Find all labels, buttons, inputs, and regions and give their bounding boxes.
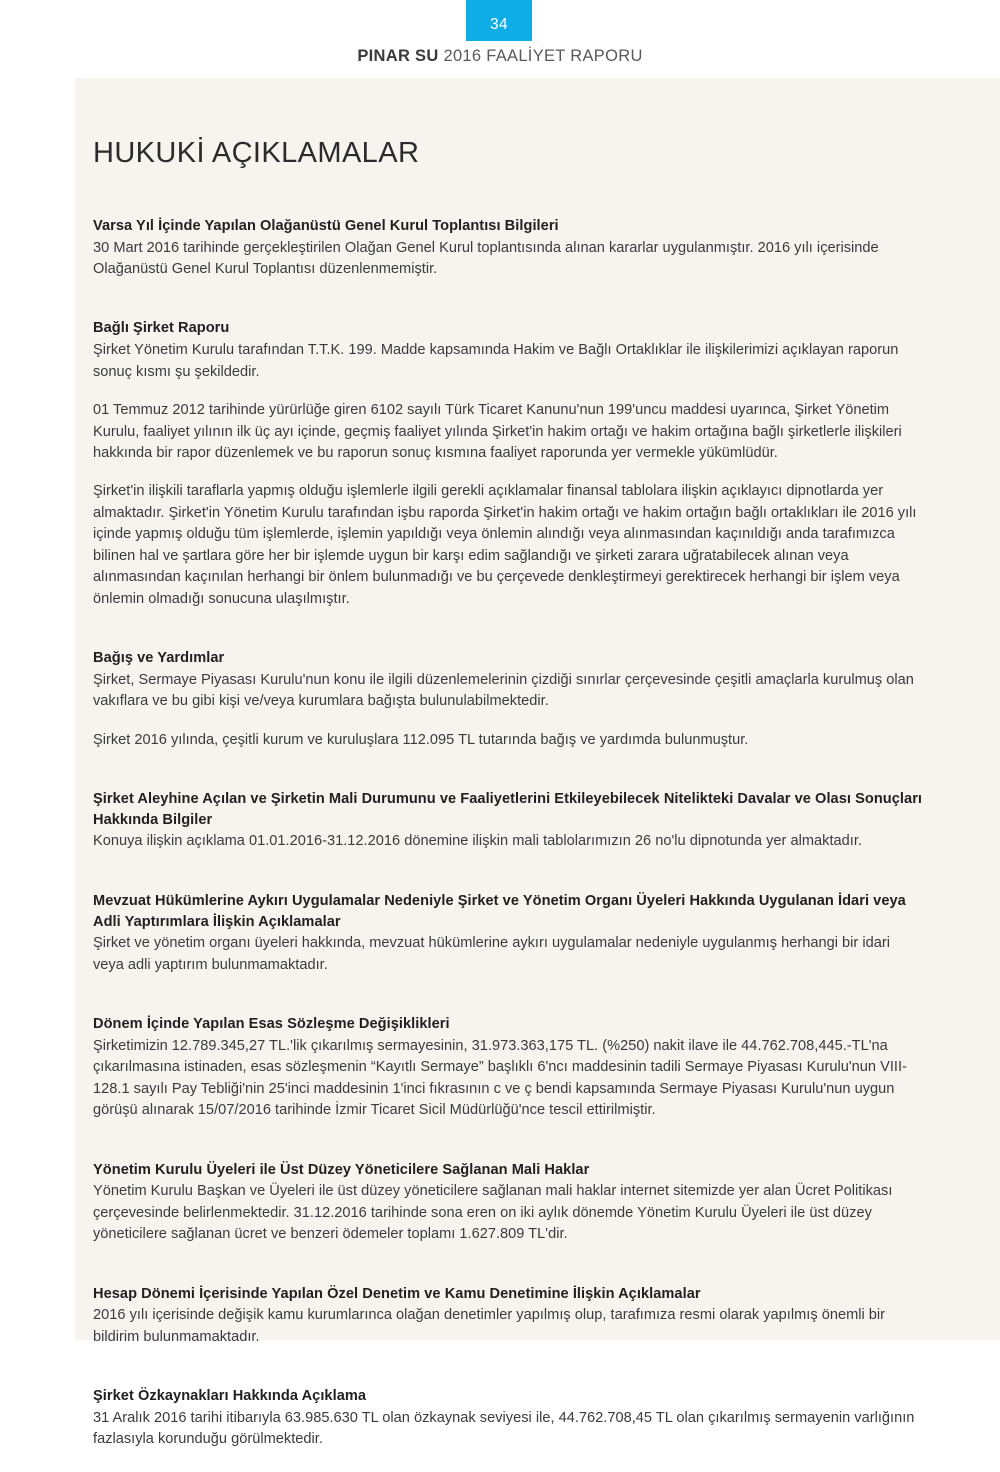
section-heading: Bağış ve Yardımlar <box>93 650 225 667</box>
section-heading: Varsa Yıl İçinde Yapılan Olağanüstü Genel Kurul Toplantısı Bilgileri <box>93 217 559 234</box>
spacer <box>93 1143 923 1160</box>
section-idari-veya-adli-yaptirimlar <box>93 891 923 976</box>
section-olaganustu-genel-kurul <box>93 216 923 281</box>
section-bagli-sirket-raporu <box>93 318 923 610</box>
section-paragraph: 01 Temmuz 2012 tarihinde yürürlüğe giren 6102 sayılı Türk Ticaret Kanunu'nun 199'uncu maddesi uyarınca, Şirket Yönetim Kurulu, faaliyet yılının ilk üç ayı içinde, geçmiş faaliyet yılında Şirket'in hakim ortağı ve hakim ortağına bağlı şirketlerle ilişkileri hakkında bir rapor düzenlemek ve bu raporun sonuç kısmına faaliyet raporunda yer vermekle yükümlüdür. <box>93 402 902 461</box>
section-heading: Yönetim Kurulu Üyeleri ile Üst Düzey Yöneticilere Sağlanan Mali Haklar <box>93 1161 590 1178</box>
section-heading: Bağlı Şirket Raporu <box>93 320 230 337</box>
section-mali-haklar <box>93 1160 923 1246</box>
section-paragraph: Şirket 2016 yılında, çeşitli kurum ve kuruluşlara 112.095 TL tutarında bağış ve yardımda bulunmuştur. <box>93 731 749 748</box>
section-paragraph: Şirket, Sermaye Piyasası Kurulu'nun konu ile ilgili düzenlemelerinin çizdiği sınırlar çerçevesinde çeşitli amaçlarla kurulmuş olan vakıflara ve bu gibi kişi ve/veya kurumlara bağışta bulunulabilmektedir. <box>93 671 914 710</box>
section-paragraph: 30 Mart 2016 tarihinde gerçekleştirilen Olağan Genel Kurul toplantısında alınan kararlar uygulanmıştır. 2016 yılı içerisinde Olağanüstü Genel Kurul Toplantısı düzenlenmemiştir. <box>93 239 879 278</box>
spacer <box>93 874 923 891</box>
running-header <box>0 47 1000 66</box>
spacer <box>93 631 923 648</box>
section-heading: Hesap Dönemi İçerisinde Yapılan Özel Denetim ve Kamu Denetimine İlişkin Açıklamalar <box>93 1285 701 1302</box>
content-column <box>93 138 923 1472</box>
section-heading: Şirket Aleyhine Açılan ve Şirketin Mali Durumunu ve Faaliyetlerini Etkileyebilecek Nitelikteki Davalar ve Olası Sonuçları Hakkında Bilgiler <box>93 791 923 828</box>
section-bagis-ve-yardimlar <box>93 648 923 751</box>
section-paragraph: Konuya ilişkin açıklama 01.01.2016-31.12.2016 dönemine ilişkin mali tablolarımızın 26 no'lu dipnotunda yer almaktadır. <box>93 833 862 850</box>
spacer <box>93 301 923 318</box>
section-esas-sozlesme-degisiklikleri <box>93 1014 923 1121</box>
page-title: HUKUKİ AÇIKLAMALAR <box>93 137 420 169</box>
section-paragraph: 31 Aralık 2016 tarihi itibarıyla 63.985.630 TL olan özkaynak seviyesi ile, 44.762.708,45 TL olan çıkarılmış sermayenin varlığının fazlasıyla korunduğu görülmektedir. <box>93 1410 915 1448</box>
section-heading: Şirket Özkaynakları Hakkında Açıklama <box>93 1388 367 1405</box>
page-number-badge: 34 <box>466 0 532 41</box>
section-davalar-ve-olasi-sonuclar <box>93 789 923 853</box>
section-sirket-ozkaynaklari <box>93 1386 923 1451</box>
section-paragraph: Şirketimizin 12.789.345,27 TL.'lik çıkarılmış sermayesinin, 31.973.363,175 TL. (%250) nakit ilave ile 44.762.708,445.-TL'na çıkarılmasına istinaden, esas sözleşmenin “Kayıtlı Sermaye” başlıklı 6'ncı maddesinin tadili Sermaye Piyasası Kurulu'nun VIII-128.1 sayılı Pay Tebliği'nin 25'inci maddesinin 1'inci fıkrasının c ve ç bendi kapsamında Sermaye Piyasası Kurulu'nun uygun görüşü alınarak 15/07/2016 tarihinde İzmir Ticaret Sicil Müdürlüğü'nce tescil ettirilmiştir. <box>93 1037 907 1119</box>
section-heading: Mevzuat Hükümlerine Aykırı Uygulamalar Nedeniyle Şirket ve Yönetim Organı Üyeleri Hakkında Uygulanan İdari veya Adli Yaptırımlara İlişkin Açıklamalar <box>93 892 906 930</box>
section-paragraph: 2016 yılı içerisinde değişik kamu kurumlarınca olağan denetimler yapılmış olup, tarafımıza resmi olarak yapılmış önemli bir bildirim bulunmamaktadır. <box>93 1307 886 1345</box>
section-paragraph: Yönetim Kurulu Başkan ve Üyeleri ile üst düzey yöneticilere sağlanan mali haklar internet sitemizde yer alan Ücret Politikası çerçevesinde belirlenmektedir. 31.12.2016 tarihinde sona eren on iki aylık dönemde Yönetim Kurulu Üyeleri ile üst düzey yöneticilere sağlanan ücret ve benzeri ödemeler toplamı 1.627.809 TL'dir. <box>93 1183 893 1243</box>
section-paragraph: Şirket'in ilişkili taraflarla yapmış olduğu işlemlerle ilgili gerekli açıklamalar finansal tablolara ilişkin açıklayıcı dipnotlarda yer almaktadır. Şirket'in Yönetim Kurulu tarafından işbu raporda Şirket'in hakim ortağı ve hakim ortağın bağlı ortaklıkları ile 2016 yılı içinde yapmış olduğu tüm işlemlerde, işlemin yapıldığı veya önlemin alındığı veya alınmasından kaçınıldığı anda tarafımızca bilinen hal ve şartlara göre her bir işlemde uygun bir karşı edim sağlandığı ve şirketi zarara uğratabilecek alınan veya alınmasından kaçınılan herhangi bir önlem bulunmadığı ve bu çerçevede denkleştirmeyi gerektirecek herhangi bir işlem veya önlemin olmadığı sonucuna ulaşılmıştır. <box>93 483 917 607</box>
running-header-rest: 2016 FAALİYET RAPORU <box>438 47 643 65</box>
section-ozel-denetim-kamu-denetimi <box>93 1284 923 1349</box>
content-panel <box>75 78 1000 1448</box>
brand-name: PINAR SU <box>357 47 439 65</box>
section-paragraph: Şirket ve yönetim organı üyeleri hakkında, mevzuat hükümlerine aykırı uygulamalar nedeniyle uygulanmış herhangi bir idari veya adli yaptırım bulunmamaktadır. <box>93 935 890 973</box>
spacer <box>93 1369 923 1386</box>
page-header <box>0 0 1000 78</box>
section-paragraph: Şirket Yönetim Kurulu tarafından T.T.K. 199. Madde kapsamında Hakim ve Bağlı Ortaklıklar ile ilişkilerimizi açıklayan raporun sonuç kısmı şu şekildedir. <box>93 342 899 380</box>
spacer <box>93 1267 923 1284</box>
spacer <box>93 997 923 1014</box>
spacer <box>93 772 923 789</box>
section-heading: Dönem İçinde Yapılan Esas Sözleşme Değişiklikleri <box>93 1016 450 1033</box>
